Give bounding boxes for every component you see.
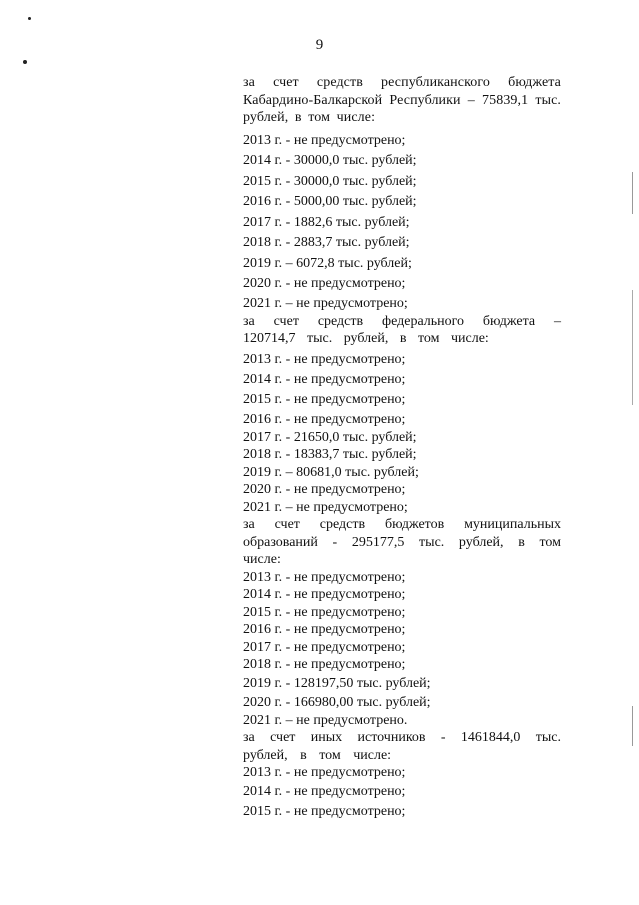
list-item: 2020 г. - 166980,00 тыс. рублей;: [243, 694, 431, 710]
scan-edge-mark: [632, 290, 633, 405]
republic-intro: за счет средств республиканского бюджета Кабардино-Балкарской Республики – 75839,1 тыс. рублей, в том числе:: [243, 75, 561, 125]
list-item: 2017 г. - не предусмотрено;: [243, 639, 406, 655]
list-item: 2020 г. - не предусмотрено;: [243, 276, 406, 291]
document-body: [243, 74, 561, 822]
municipal-year-list: [243, 569, 561, 730]
other-intro: за счет иных источников - 1461844,0 тыс. рублей, в том числе:: [243, 730, 561, 763]
list-item: 2015 г. - 30000,0 тыс. рублей;: [243, 173, 417, 189]
list-item: 2014 г. - не предусмотрено;: [243, 587, 406, 602]
list-item: 2013 г. - не предусмотрено;: [243, 132, 406, 148]
list-item: 2018 г. - 18383,7 тыс. рублей;: [243, 447, 417, 462]
other-section: [243, 729, 561, 822]
list-item: 2018 г. - 2883,7 тыс. рублей;: [243, 235, 410, 250]
list-item: 2016 г. - 5000,00 тыс. рублей;: [243, 194, 417, 209]
list-item: 2015 г. - не предусмотрено;: [243, 391, 406, 407]
list-item: 2021 г. – не предусмотрено;: [243, 499, 408, 515]
list-item: 2016 г. - не предусмотрено;: [243, 622, 406, 637]
republic-year-list: [243, 131, 561, 313]
municipal-intro: за счет средств бюджетов муниципальных образований - 295177,5 тыс. рублей, в том числе:: [243, 517, 561, 567]
list-item: 2013 г. - не предусмотрено;: [243, 569, 406, 585]
list-item: 2017 г. - 21650,0 тыс. рублей;: [243, 429, 417, 445]
scan-speck: [23, 60, 27, 64]
list-item: 2019 г. – 80681,0 тыс. рублей;: [243, 464, 419, 480]
list-item: 2019 г. - 128197,50 тыс. рублей;: [243, 675, 431, 691]
list-item: 2013 г. - не предусмотрено;: [243, 765, 406, 780]
federal-section: [243, 313, 561, 517]
list-item: 2015 г. - не предусмотрено;: [243, 804, 406, 819]
other-year-list: [243, 764, 561, 822]
list-item: 2014 г. - не предусмотрено;: [243, 371, 406, 387]
republic-section: [243, 74, 561, 313]
list-item: 2018 г. - не предусмотрено;: [243, 657, 406, 672]
list-item: 2015 г. - не предусмотрено;: [243, 604, 406, 620]
list-item: 2021 г. – не предусмотрено;: [243, 295, 408, 311]
scan-edge-mark: [632, 172, 633, 214]
list-item: 2020 г. - не предусмотрено;: [243, 482, 406, 497]
list-item: 2017 г. - 1882,6 тыс. рублей;: [243, 214, 410, 230]
page-number: 9: [315, 37, 324, 53]
list-item: 2021 г. – не предусмотрено.: [243, 712, 408, 728]
list-item: 2019 г. – 6072,8 тыс. рублей;: [243, 255, 412, 271]
scan-speck: [28, 17, 31, 20]
list-item: 2013 г. - не предусмотрено;: [243, 351, 406, 367]
municipal-section: [243, 516, 561, 729]
list-item: 2014 г. - 30000,0 тыс. рублей;: [243, 153, 417, 168]
federal-intro: за счет средств федерального бюджета – 120714,7 тыс. рублей, в том числе:: [243, 313, 561, 346]
list-item: 2014 г. - не предусмотрено;: [243, 783, 406, 799]
federal-year-list: [243, 350, 561, 517]
scan-edge-mark: [632, 706, 633, 746]
list-item: 2016 г. - не предусмотрено;: [243, 411, 406, 427]
